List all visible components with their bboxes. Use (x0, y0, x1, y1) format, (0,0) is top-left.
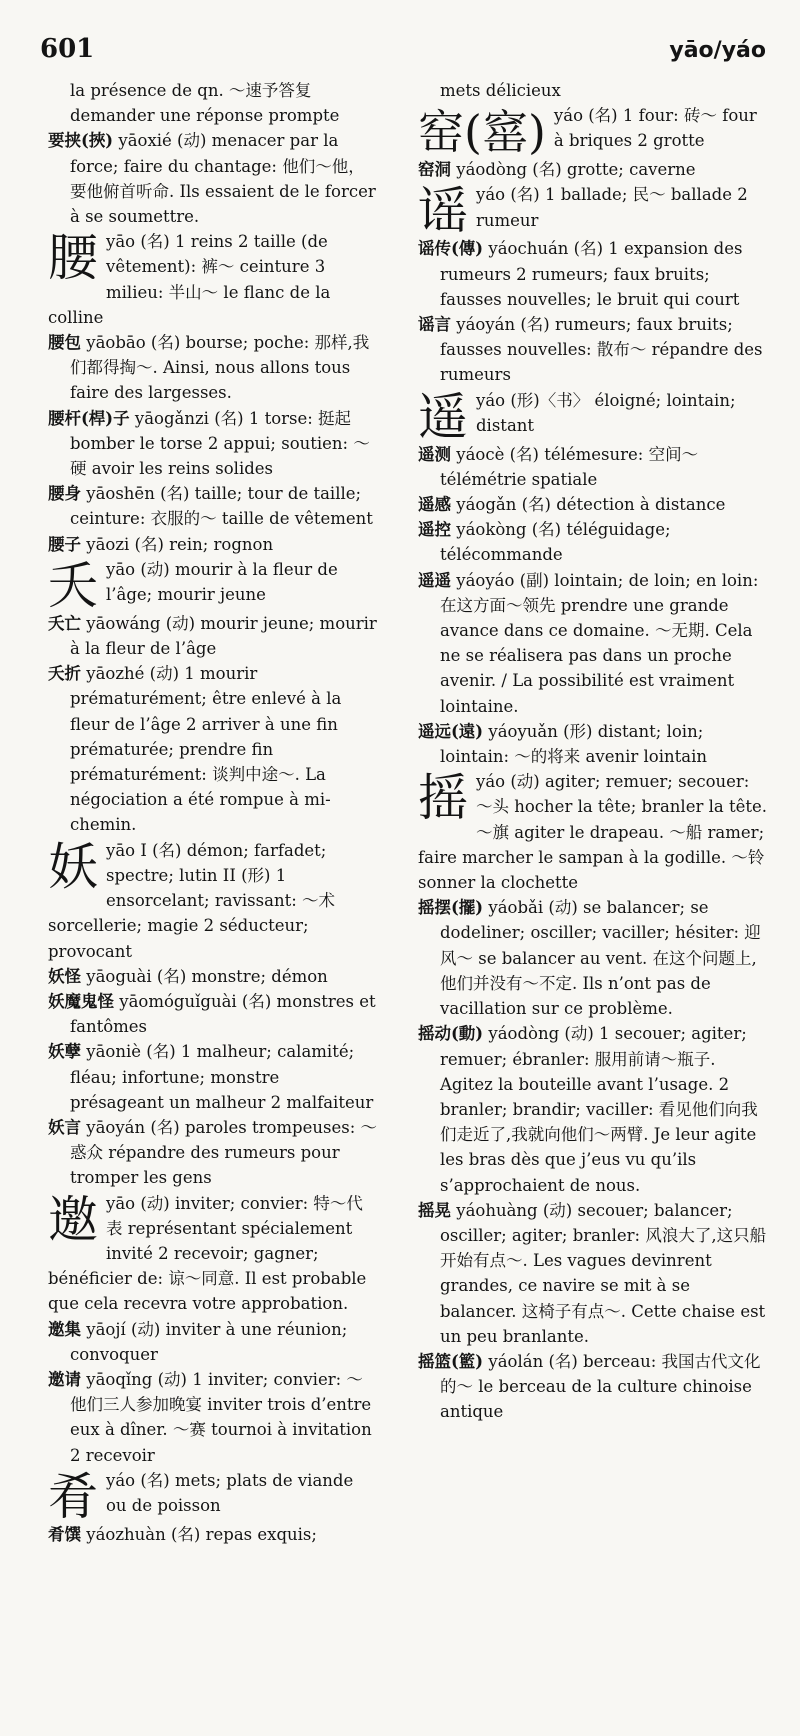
dictionary-main-entry (418, 103, 768, 160)
headword-character: 肴 (48, 1467, 98, 1526)
entry-definition: yáodòng (名) grotte; caverne (451, 160, 696, 180)
dictionary-sub-entry (48, 964, 378, 989)
entry-definition: yáodòng (动) 1 secouer; agiter; remuer; ébranler: 服用前请～瓶子. Agitez la bouteille avant l’usage. 2 branler; brandir; vaciller: 看见他们向我们走近了,我就向他们～两臂. Je leur agite les bras dès que j’eus vu qu’ils s’approchaient de nous. (440, 1024, 758, 1195)
dictionary-main-entry (418, 387, 768, 446)
compound-headword: 腰子 (48, 534, 81, 554)
entry-definition: yáoyáo (副) lointain; de loin; en loin: 在这方面～领先 prendre une grande avance dans ce domaine. ～无期. Cela ne se réalisera pas dans un proche avenir. / La possibilité est vraiment lointaine. (440, 570, 759, 716)
entry-definition: yāo (名) 1 reins 2 taille (de vêtement): 裤～ ceinture 3 milieu: 半山～ le flanc de la colline (48, 232, 331, 327)
headword-character: 妖 (48, 837, 98, 896)
entry-definition: yāojí (动) inviter à une réunion; convoquer (70, 1319, 348, 1364)
compound-headword: 肴馔 (48, 1524, 81, 1544)
dictionary-sub-entry (48, 1367, 378, 1468)
entry-definition: yáohuàng (动) secouer; balancer; osciller; agiter; branler: 风浪大了,这只船开始有点～. Les vagues devinrent grandes, ce navire se mit à se balancer. 这椅子有点～. Cette chaise est un peu branlante. (440, 1200, 767, 1346)
entry-definition: yāoguài (名) monstre; démon (81, 966, 328, 986)
compound-headword: 妖言 (48, 1117, 81, 1137)
compound-headword: 夭亡 (48, 613, 81, 633)
entry-definition: yáo (名) 1 four: 砖～ four à briques 2 grotte (553, 106, 757, 151)
dictionary-sub-entry (48, 532, 378, 557)
dictionary-sub-entry (418, 236, 768, 312)
headword-character: 窑(窰) (418, 105, 546, 160)
entry-definition: yāo (动) inviter; convier: 特～代表 représentant spécialement invité 2 recevoir; gagner; bénéficier de: 谅～同意. Il est probable que cela recevra votre approbation. (48, 1193, 367, 1314)
entry-definition: yáokòng (名) téléguidage; télécommande (440, 520, 671, 565)
entry-definition: yāomóguǐguài (名) monstres et fantômes (70, 991, 376, 1037)
entry-definition: yáozhuàn (名) repas exquis; (81, 1524, 317, 1544)
entry-continuation: la présence de qn. ～速予答复 demander une réponse prompte (70, 81, 340, 126)
dictionary-main-entry (48, 1191, 378, 1317)
dictionary-sub-entry (418, 1021, 768, 1197)
compound-headword: 妖怪 (48, 966, 81, 986)
headword-character: 夭 (48, 556, 98, 615)
compound-headword: 腰包 (48, 333, 81, 353)
entry-definition: yāoniè (名) 1 malheur; calamité; fléau; infortune; monstre présageant un malheur 2 malfaiteur (70, 1042, 374, 1112)
dictionary-sub-entry (418, 442, 768, 492)
entry-definition: yáogǎn (名) détection à distance (451, 495, 726, 515)
compound-headword: 夭折 (48, 664, 81, 684)
entry-definition: yáolán (名) berceau: 我国古代文化的～ le berceau de la culture chinoise antique (440, 1351, 761, 1422)
dictionary-sub-entry (48, 128, 378, 229)
dictionary-sub-entry (418, 157, 768, 182)
running-head: yāo/yáo (669, 38, 766, 63)
dictionary-main-entry (48, 229, 378, 330)
compound-headword: 遥远(遠) (418, 721, 484, 741)
compound-headword: 邀请 (48, 1369, 81, 1389)
headword-character: 腰 (48, 229, 98, 288)
dictionary-sub-entry (48, 330, 378, 406)
entry-definition: yāo I (名) démon; farfadet; spectre; lutin II (形) 1 ensorcelant; ravissant: ～术 sorcellerie; magie 2 séducteur; provocant (48, 840, 336, 961)
headword-character: 遥 (418, 387, 468, 446)
compound-headword: 窑洞 (418, 160, 451, 180)
entry-definition: yāo (动) mourir à la fleur de l’âge; mourir jeune (106, 559, 338, 605)
compound-headword: 妖魔鬼怪 (48, 991, 114, 1011)
entry-definition: yāogǎnzi (名) 1 torse: 挺起 bomber le torse 2 appui; soutien: ～硬 avoir les reins solides (70, 408, 370, 479)
dictionary-sub-entry (48, 1039, 378, 1115)
dictionary-sub-entry (418, 312, 768, 388)
compound-headword: 摇篮(籃) (418, 1351, 484, 1371)
dictionary-sub-entry (48, 481, 378, 531)
dictionary-sub-entry (418, 719, 768, 769)
entry-definition: yáocè (名) télémesure: 空间～ télémétrie spatiale (440, 444, 699, 489)
compound-headword: 遥测 (418, 444, 451, 464)
dictionary-sub-entry (48, 406, 378, 482)
dictionary-main-entry (48, 838, 378, 964)
entry-definition: yáoyuǎn (形) distant; loin; lointain: ～的将来 avenir lointain (440, 721, 707, 767)
dictionary-main-entry (418, 182, 768, 241)
compound-headword: 腰杆(桿)子 (48, 408, 130, 428)
compound-headword: 要挟(挾) (48, 131, 114, 151)
page-number: 601 (40, 34, 95, 64)
entry-definition: yāobāo (名) bourse; poche: 那样,我们都得掏～. Ainsi, nous allons tous faire des largesses. (70, 333, 370, 403)
entry-definition: yáo (名) mets; plats de viande ou de poisson (106, 1470, 354, 1515)
headword-character: 谣 (418, 182, 468, 241)
headword-character: 邀 (48, 1190, 98, 1249)
entry-definition: yáobǎi (动) se balancer; se dodeliner; osciller; vaciller; hésiter: 迎风～ se balancer au vent. 在这个问题上,他们并没有～不定. Ils n’ont pas de vacillation sur ce problème. (440, 898, 761, 1019)
dictionary-sub-entry (418, 492, 768, 517)
dictionary-main-entry (418, 769, 768, 895)
entry-definition: yāoyán (名) paroles trompeuses: ～惑众 répandre des rumeurs pour tromper les gens (70, 1117, 378, 1188)
compound-headword: 谣言 (418, 315, 451, 335)
dictionary-sub-entry (418, 1349, 768, 1425)
entry-definition: yāozhé (动) 1 mourir prématurément; être enlevé à la fleur de l’âge 2 arriver à une fin prématurée; prendre fin prématurément: 谈判中途～. La négociation a été rompue à mi-chemin. (70, 664, 342, 835)
entry-definition: yāowáng (动) mourir jeune; mourir à la fleur de l’âge (70, 613, 377, 659)
dictionary-sub-entry (418, 568, 768, 719)
compound-headword: 妖孽 (48, 1042, 81, 1062)
dictionary-main-entry (48, 556, 378, 615)
dictionary-sub-entry (48, 989, 378, 1039)
dictionary-sub-entry (48, 1317, 378, 1367)
entry-definition: yáo (形)〈书〉 éloigné; lointain; distant (476, 390, 736, 435)
entry-definition: yāozi (名) rein; rognon (81, 534, 274, 554)
compound-headword: 遥控 (418, 520, 451, 540)
compound-headword: 谣传(傳) (418, 239, 484, 259)
left-column (48, 78, 378, 1547)
compound-headword: 遥遥 (418, 570, 451, 590)
dictionary-sub-entry (48, 1115, 378, 1191)
headword-character: 摇 (418, 769, 468, 828)
entry-definition: yāoxié (动) menacer par la force; faire du chantage: 他们～他，要他俯首听命. Ils essaient de le forcer à se soumettre. (70, 131, 376, 227)
entry-continuation: mets délicieux (440, 81, 561, 100)
entry-definition: yáo (动) agiter; remuer; secouer: ～头 hocher la tête; branler la tête. ～旗 agiter le drapeau. ～船 ramer; faire marcher le sampan à la godille. ～铃 sonner la clochette (418, 772, 768, 893)
compound-headword: 腰身 (48, 484, 81, 504)
dictionary-sub-entry (418, 1198, 768, 1349)
compound-headword: 摇动(動) (418, 1024, 484, 1044)
entry-definition: yáoyán (名) rumeurs; faux bruits; fausses nouvelles: 散布～ répandre des rumeurs (440, 315, 763, 385)
compound-headword: 遥感 (418, 495, 451, 515)
entry-definition: yāoqǐng (动) 1 inviter; convier: ～他们三人参加晚宴 inviter trois d’entre eux à dîner. ～赛 tournoi à invitation 2 recevoir (70, 1369, 372, 1465)
dictionary-sub-entry (48, 611, 378, 661)
dictionary-sub-entry (418, 517, 768, 567)
dictionary-sub-entry (418, 895, 768, 1021)
compound-headword: 摇摆(擺) (418, 898, 484, 918)
entry-definition: yáo (名) 1 ballade; 民～ ballade 2 rumeur (476, 185, 748, 230)
entry-definition: yáochuán (名) 1 expansion des rumeurs 2 rumeurs; faux bruits; fausses nouvelles; le bruit qui court (440, 239, 743, 309)
compound-headword: 摇晃 (418, 1200, 451, 1220)
dictionary-main-entry (48, 1467, 378, 1526)
entry-definition: yāoshēn (名) taille; tour de taille; ceinture: 衣服的～ taille de vêtement (70, 484, 373, 529)
dictionary-sub-entry (48, 661, 378, 837)
compound-headword: 邀集 (48, 1319, 81, 1339)
right-column (418, 78, 768, 1425)
